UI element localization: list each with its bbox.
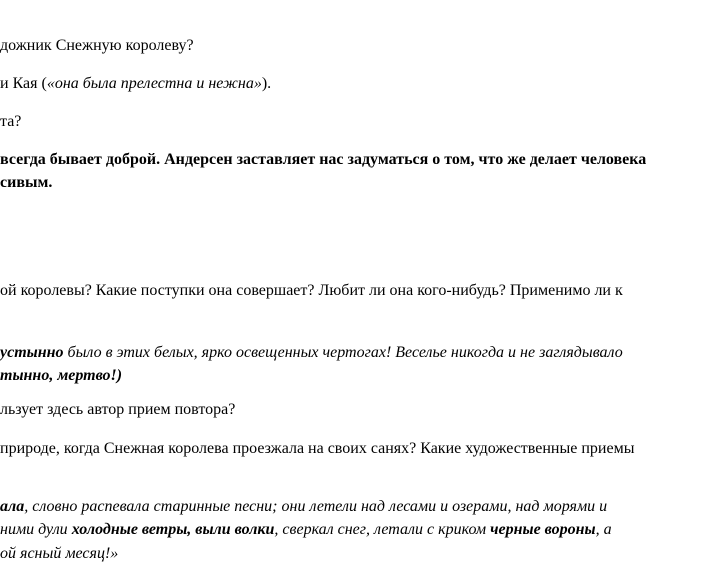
text-line-quote-moon bbox=[0, 544, 118, 564]
text: , словно распевала старинные песни; они летели над лесами и озерами, над морями и bbox=[24, 498, 608, 515]
text: ой королевы? Какие поступки она совершает? Любит ли она кого-нибудь? Применимо ли к bbox=[0, 282, 623, 299]
emphasis-winds: холодные ветры, выли волки bbox=[71, 521, 275, 538]
text-line-question-short bbox=[0, 112, 21, 132]
text-line-andersen-continued bbox=[0, 173, 52, 193]
text-line-kai-quote bbox=[0, 74, 271, 94]
text: тынно, мертво!) bbox=[0, 367, 123, 384]
text: дожник Снежную королеву? bbox=[0, 37, 194, 54]
text: сивым. bbox=[0, 174, 53, 191]
text-suffix: ). bbox=[261, 75, 272, 92]
text-line-quote-songs bbox=[0, 497, 607, 517]
text-part: , а bbox=[595, 521, 612, 538]
text-line-quote-winds bbox=[0, 520, 612, 540]
emphasis-text: устынно bbox=[0, 344, 64, 361]
text-line-queen-questions bbox=[0, 281, 623, 301]
text: ой ясный месяц!» bbox=[0, 545, 119, 562]
text: льзует здесь автор прием повтора? bbox=[0, 401, 236, 418]
text-line-quote-end bbox=[0, 366, 122, 386]
text: природе, когда Снежная королева проезжала на своих санях? Какие художественные приемы bbox=[0, 440, 635, 457]
text: всегда бывает доброй. Андерсен заставляет нас задуматься о том, что же делает человека bbox=[0, 151, 647, 168]
emphasis-crows: черные вороны bbox=[490, 521, 596, 538]
text-part: , сверкал снег, летали с криком bbox=[274, 521, 491, 538]
text-line-andersen-statement bbox=[0, 150, 646, 170]
text-part: ними дули bbox=[0, 521, 72, 538]
text: та? bbox=[0, 113, 22, 130]
quote-text: «она была прелестна и нежна» bbox=[46, 75, 262, 92]
text-line-nature-question bbox=[0, 439, 634, 459]
text-prefix: и Кая ( bbox=[0, 75, 47, 92]
text: было в этих белых, ярко освещенных чертогах! Веселье никогда и не заглядывало bbox=[63, 344, 623, 361]
text-line-quote-halls bbox=[0, 343, 623, 363]
text-line-question-painter bbox=[0, 36, 194, 56]
emphasis-text: ала bbox=[0, 498, 25, 515]
text-line-repetition-question bbox=[0, 400, 235, 420]
